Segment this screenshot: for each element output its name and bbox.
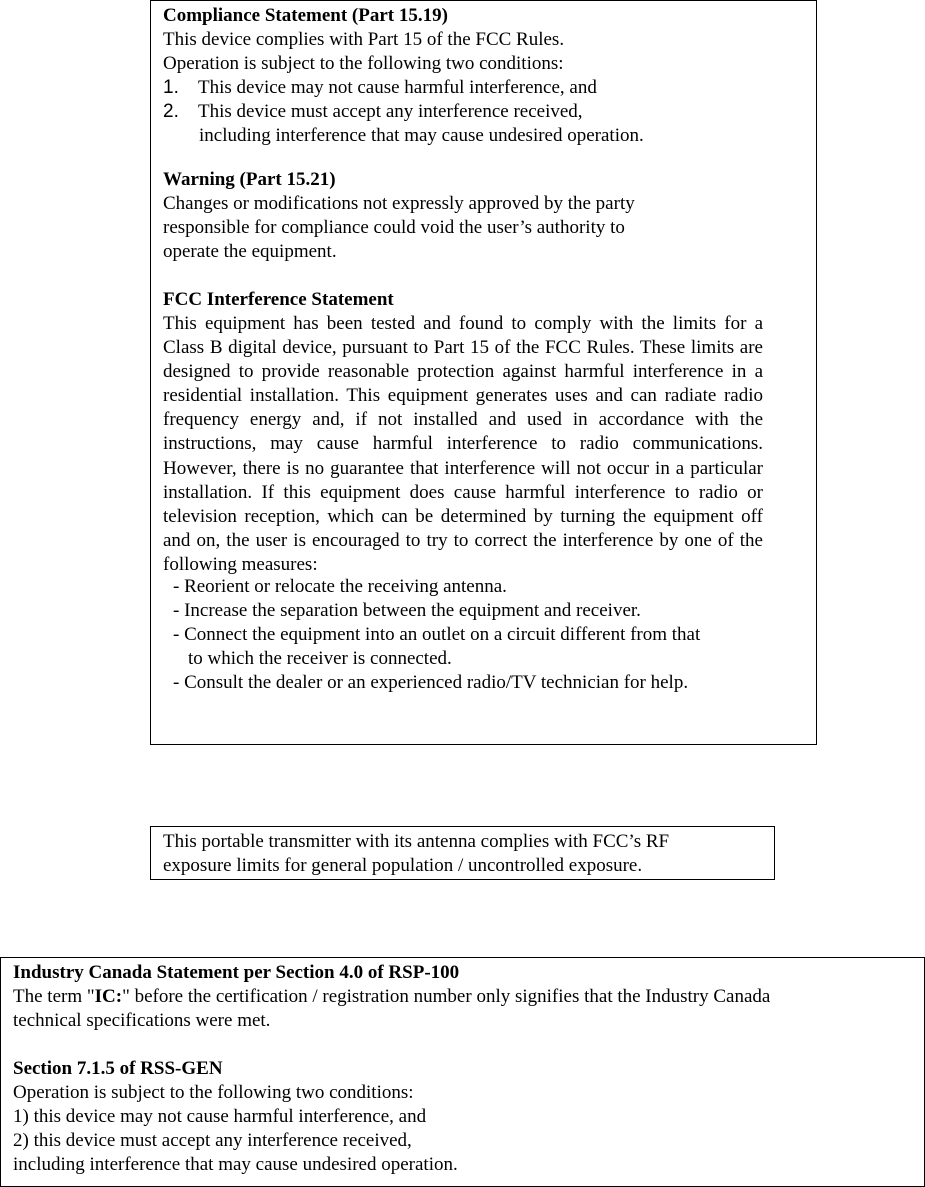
ic-term-suffix: " before the certification / registration number only signifies that the Industry Canada xyxy=(122,986,771,1007)
ic-term-prefix: The term " xyxy=(13,986,95,1007)
condition-1-number: 1. xyxy=(163,77,179,98)
compliance-line-1: This device complies with Part 15 of the FCC Rules. xyxy=(163,29,565,50)
rss-gen-title: Section 7.1.5 of RSS-GEN xyxy=(13,1058,223,1079)
condition-1-text: This device may not cause harmful interference, and xyxy=(198,77,597,98)
rss-gen-intro: Operation is subject to the following two conditions: xyxy=(13,1082,414,1103)
rss-gen-condition-2: 2) this device must accept any interference received, xyxy=(13,1130,412,1151)
condition-2-number: 2. xyxy=(163,101,179,122)
warning-line-2: responsible for compliance could void the user’s authority to xyxy=(163,217,625,238)
warning-line-1: Changes or modifications not expressly approved by the party xyxy=(163,193,635,214)
warning-title: Warning (Part 15.21) xyxy=(163,169,336,190)
interference-paragraph: This equipment has been tested and found to comply with the limits for a Class B digital device, pursuant to Part 15 of the FCC Rules. These limits are designed to provide reasonable protection against harmful interference in a residential installation. This equipment generates uses and can radiate radio frequency energy and, if not installed and used in accordance with the instructions, may cause harmful interference to radio communications. However, there is no guarantee that interference will not occur in a particular installation. If this equipment does cause harmful interference to radio or television reception, which can be determined by turning the equipment off and on, the user is encouraged to try to correct the interference by one of the following measures: xyxy=(163,313,763,575)
interference-title: FCC Interference Statement xyxy=(163,289,394,310)
ic-term-label: IC: xyxy=(94,986,123,1007)
ic-term-line-2: technical specifications were met. xyxy=(13,1010,271,1031)
ic-term-line xyxy=(13,985,770,1009)
measure-different-circuit-continuation: to which the receiver is connected. xyxy=(188,648,452,669)
compliance-line-2: Operation is subject to the following two conditions: xyxy=(163,53,564,74)
rf-exposure-line-1: This portable transmitter with its antenna complies with FCC’s RF xyxy=(163,831,670,852)
measure-increase-separation: - Increase the separation between the equipment and receiver. xyxy=(173,600,641,621)
rss-gen-condition-1: 1) this device may not cause harmful interference, and xyxy=(13,1106,427,1127)
rss-gen-condition-2-continuation: including interference that may cause undesired operation. xyxy=(13,1154,458,1175)
rf-exposure-line-2: exposure limits for general population / uncontrolled exposure. xyxy=(163,855,643,876)
measure-consult-dealer: - Consult the dealer or an experienced radio/TV technician for help. xyxy=(173,672,689,693)
ic-title: Industry Canada Statement per Section 4.0 of RSP-100 xyxy=(13,962,460,983)
measure-different-circuit: - Connect the equipment into an outlet on a circuit different from that xyxy=(173,624,701,645)
measure-reorient: - Reorient or relocate the receiving antenna. xyxy=(173,576,507,597)
compliance-title: Compliance Statement (Part 15.19) xyxy=(163,5,448,26)
warning-line-3: operate the equipment. xyxy=(163,241,337,262)
condition-2-continuation: including interference that may cause undesired operation. xyxy=(199,125,644,146)
condition-2-text: This device must accept any interference received, xyxy=(198,101,583,122)
